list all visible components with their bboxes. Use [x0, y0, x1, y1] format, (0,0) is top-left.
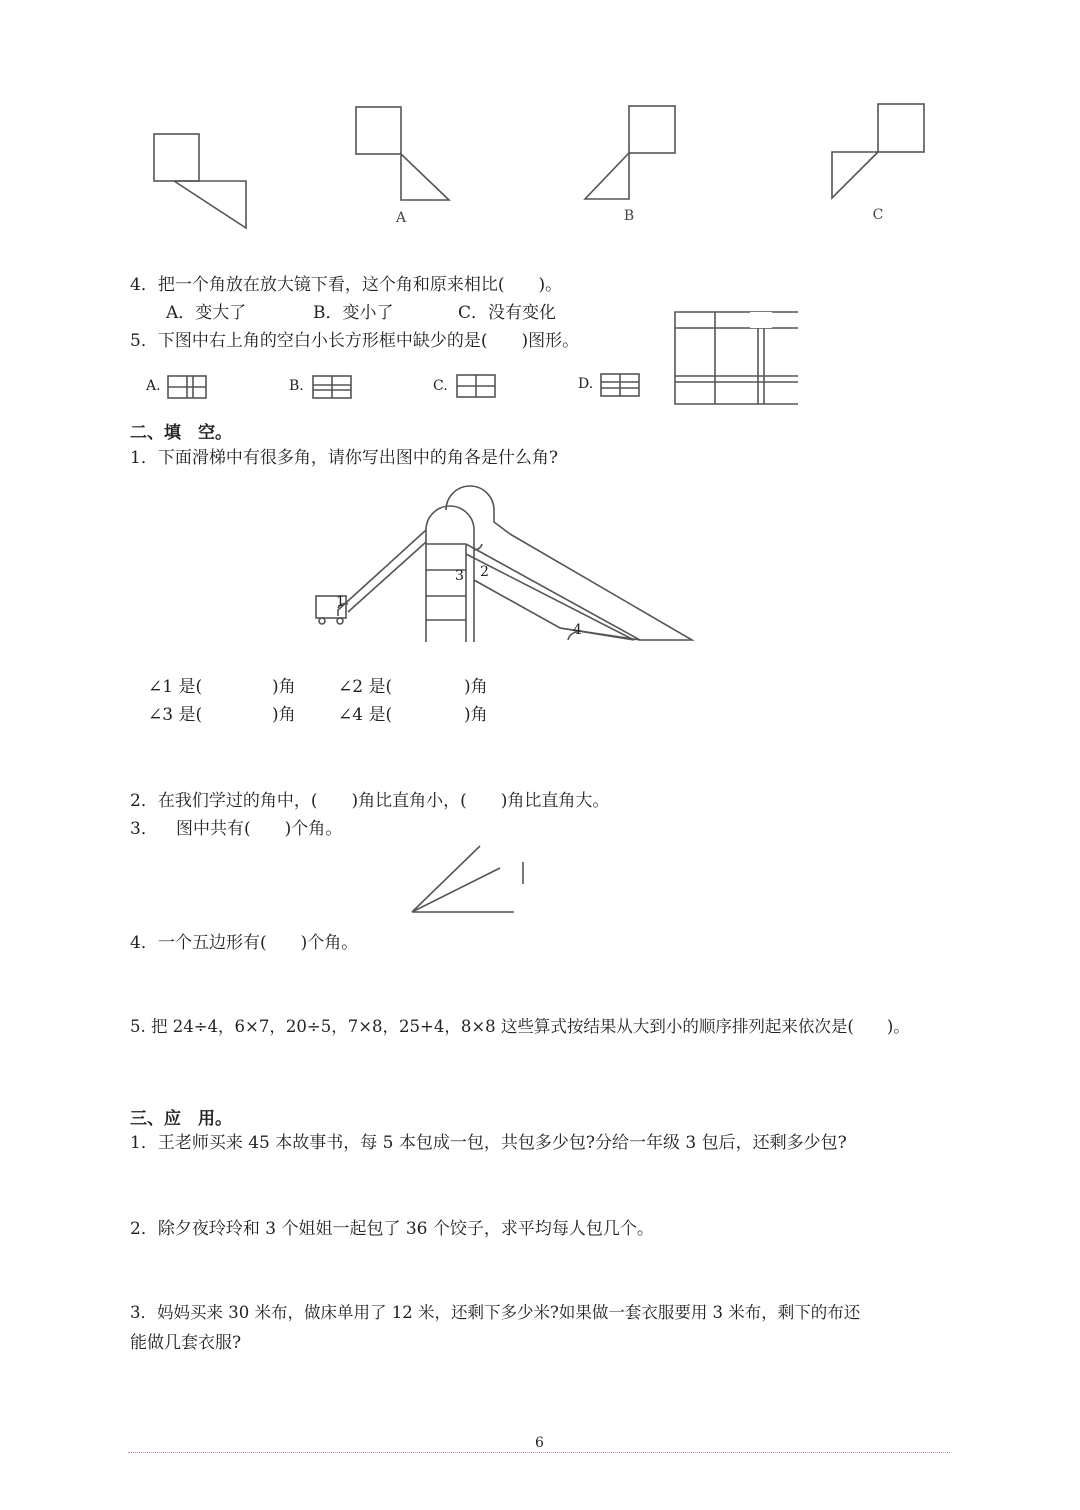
- q5-options-figure: [0, 370, 1080, 410]
- shape-figure: [0, 0, 1080, 240]
- angle-1-prefix: ∠1 是(: [148, 677, 203, 697]
- q5-option-c-grid: [457, 375, 495, 397]
- slide-angle-label-4: 4: [573, 622, 582, 638]
- angle-4-prefix: ∠4 是(: [338, 705, 393, 725]
- q5-option-b-label: B.: [289, 378, 304, 394]
- shape-label-b: B: [623, 208, 635, 224]
- q5-option-a-grid: [168, 376, 206, 398]
- shape-original: [154, 134, 246, 228]
- s2-q5: 5. 把 24÷4，6×7，20÷5，7×8，25+4，8×8 这些算式按结果从大到小的顺序排列起来依次是( )。: [130, 1017, 910, 1036]
- shape-option-c: [832, 104, 924, 198]
- s3-q2: 2．除夕夜玲玲和 3 个姐姐一起包了 36 个饺子，求平均每人包几个。: [130, 1219, 654, 1239]
- angle-3-prefix: ∠3 是(: [148, 705, 203, 725]
- shape-label-c: C: [872, 207, 884, 223]
- s2-q1: 1．下面滑梯中有很多角，请你写出图中的角各是什么角?: [130, 448, 558, 468]
- q5-option-a-label: A.: [146, 378, 161, 394]
- angle-3-suffix: )角: [272, 705, 296, 725]
- slide-figure: [0, 480, 1080, 660]
- q5-option-d-grid: [601, 374, 639, 396]
- q4-question: 4．把一个角放在放大镜下看，这个角和原来相比( )。: [130, 275, 563, 295]
- angle-2-prefix: ∠2 是(: [338, 677, 393, 697]
- page-number: 6: [535, 1435, 544, 1451]
- shape-option-a: [356, 107, 449, 200]
- angle-2-suffix: )角: [464, 677, 488, 697]
- footer-divider: [128, 1452, 950, 1453]
- s2-q3-number: 3．: [130, 819, 158, 839]
- q4-option-a: A．变大了: [166, 303, 247, 323]
- shape-option-b: [585, 106, 675, 199]
- s2-q4-number: 4．: [130, 933, 158, 953]
- angle-1-suffix: )角: [272, 677, 296, 697]
- slide-angle-label-2: 2: [480, 564, 489, 580]
- section2-title: 二、填 空。: [130, 423, 232, 443]
- q4-option-b: B．变小了: [313, 303, 394, 323]
- q5-question: 5．下图中右上角的空白小长方形框中缺少的是( )图形。: [130, 331, 580, 351]
- q5-option-c-label: C.: [433, 378, 448, 394]
- q5-option-d-label: D.: [578, 376, 594, 392]
- s2-q4: 一个五边形有( )个角。: [158, 933, 359, 953]
- section3-title: 三、应 用。: [130, 1109, 232, 1129]
- q5-option-b-grid: [313, 376, 351, 398]
- s3-q1: 1．王老师买来 45 本故事书，每 5 本包成一包，共包多少包?分给一年级 3 包后，还剩多少包?: [130, 1133, 847, 1153]
- rays-figure: [0, 840, 1080, 920]
- s2-q3: 图中共有( )个角。: [176, 819, 343, 839]
- s3-q3-line1: 3．妈妈买来 30 米布，做床单用了 12 米，还剩下多少米?如果做一套衣服要用 3 米布，剩下的布还: [130, 1303, 861, 1322]
- q4-option-c: C．没有变化: [458, 303, 557, 323]
- shape-label-a: A: [395, 210, 407, 226]
- s2-q2: 2．在我们学过的角中，( )角比直角小，( )角比直角大。: [130, 791, 610, 811]
- slide-angle-label-3: 3: [455, 568, 464, 584]
- slide-angle-label-1: 1: [336, 594, 345, 610]
- s3-q3-line2: 能做几套衣服?: [130, 1333, 242, 1353]
- angle-4-suffix: )角: [464, 705, 488, 725]
